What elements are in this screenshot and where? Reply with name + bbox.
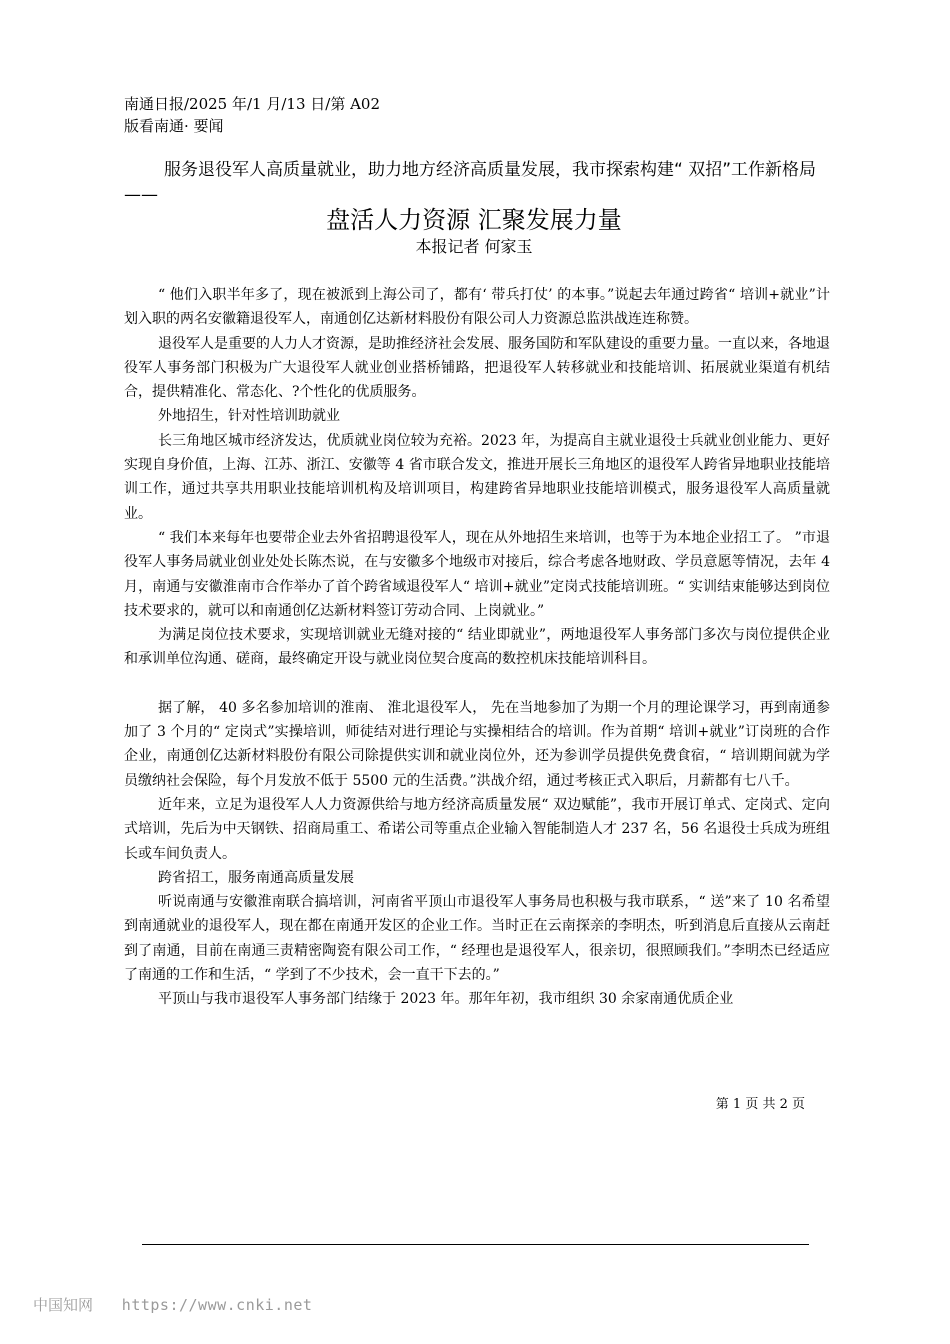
body-paragraph: “ 他们入职半年多了，现在被派到上海公司了，都有‘ 带兵打仗’ 的本事。”说起去年通过跨省“ 培训+就业”计划入职的两名安徽籍退役军人，南通创亿达新材料股份有限公司人力资源总监洪战连连称赞。 xyxy=(124,287,830,328)
article-byline: 本报记者 何家玉 xyxy=(415,237,533,256)
article-kicker: 服务退役军人高质量就业，助力地方经济高质量发展，我市探索构建“ 双招”工作新格局—— xyxy=(124,160,817,205)
body-paragraph: 听说南通与安徽淮南联合搞培训，河南省平顶山市退役军人事务局也积极与我市联系，“ 送”来了 10 名希望到南通就业的退役军人，现在都在南通开发区的企业工作。当时正在云南探亲的李明杰，听到消息后直接从云南赶到了南通，目前在南通三责精密陶瓷有限公司工作，“ 经理也是退役军人，很亲切，很照顾我们。”李明杰已经适应了南通的工作和生活，“ 学到了不少技术，会一直干下去的。” xyxy=(124,894,830,984)
cnki-logo-text: 中国知网 xyxy=(33,1296,94,1314)
section-subheading: 跨省招工，服务南通高质量发展 xyxy=(158,869,354,886)
cnki-url-link[interactable]: https://www.cnki.net xyxy=(121,1296,313,1314)
body-paragraph: “ 我们本来每年也要带企业去外省招聘退役军人，现在从外地招生来培训，也等于为本地企业招工了。 ”市退役军人事务局就业创业处处长陈杰说，在与安徽多个地级市对接后，综合考虑各地财政、学员意愿等情况，去年 4 月，南通与安徽淮南市合作举办了首个跨省域退役军人“ 培训+就业”定岗式技能培训班。“ 实训结束能够达到岗位技术要求的，就可以和南通创亿达新材料签订劳动合同、上岗就业。” xyxy=(124,529,830,619)
source-line: 南通日报/2025 年/1 月/13 日/第 A02 xyxy=(124,95,381,113)
footer-divider xyxy=(142,1244,809,1245)
section-line: 版看南通· 要闻 xyxy=(124,117,224,135)
body-paragraph: 据了解， 40 多名参加培训的淮南、 淮北退役军人， 先在当地参加了为期一个月的理论课学习，再到南通参加了 3 个月的“ 定岗式”实操培训，师徒结对进行理论与实操相结合的培训。作为首期“ 培训+就业”订岗班的合作企业，南通创亿达新材料股份有限公司除提供实训和就业岗位外，还为参训学员提供免费食宿，“ 培训期间就为学员缴纳社会保险，每个月发放不低于 5500 元的生活费。”洪战介绍，通过考核正式入职后，月薪都有七八千。 xyxy=(124,699,830,789)
article-headline: 盘活人力资源 汇聚发展力量 xyxy=(326,206,622,234)
publication-meta xyxy=(124,93,380,137)
body-paragraph: 长三角地区城市经济发达，优质就业岗位较为充裕。2023 年，为提高自主就业退役士兵就业创业能力、更好实现自身价值，上海、江苏、浙江、安徽等 4 省市联合发文，推进开展长三角地区的退役军人跨省异地职业技能培训工作，通过共享共用职业技能培训机构及培训项目，构建跨省异地职业技能培训模式，服务退役军人高质量就业。 xyxy=(124,432,830,522)
footer-watermark xyxy=(33,1295,312,1315)
body-paragraph: 平顶山与我市退役军人事务部门结缘于 2023 年。那年年初，我市组织 30 余家南通优质企业 xyxy=(158,991,734,1008)
section-subheading: 外地招生，针对性培训助就业 xyxy=(158,408,340,425)
body-paragraph: 退役军人是重要的人力人才资源，是助推经济社会发展、服务国防和军队建设的重要力量。一直以来，各地退役军人事务部门积极为广大退役军人就业创业搭桥铺路，把退役军人转移就业和技能培训、拓展就业渠道有机结合，提供精准化、常态化、?个性化的优质服务。 xyxy=(124,335,830,401)
body-paragraph: 为满足岗位技术要求，实现培训就业无缝对接的“ 结业即就业”，两地退役军人事务部门多次与岗位提供企业和承训单位沟通、磋商，最终确定开设与就业岗位契合度高的数控机床技能培训科目。 xyxy=(124,627,830,668)
page-number: 第 1 页 共 2 页 xyxy=(715,1097,805,1112)
body-paragraph: 近年来，立足为退役军人人力资源供给与地方经济高质量发展“ 双边赋能”，我市开展订单式、定岗式、定向式培训，先后为中天钢铁、招商局重工、希诺公司等重点企业输入智能制造人才 237 名，56 名退役士兵成为班组长或车间负责人。 xyxy=(124,796,830,862)
article-body xyxy=(124,283,830,1012)
